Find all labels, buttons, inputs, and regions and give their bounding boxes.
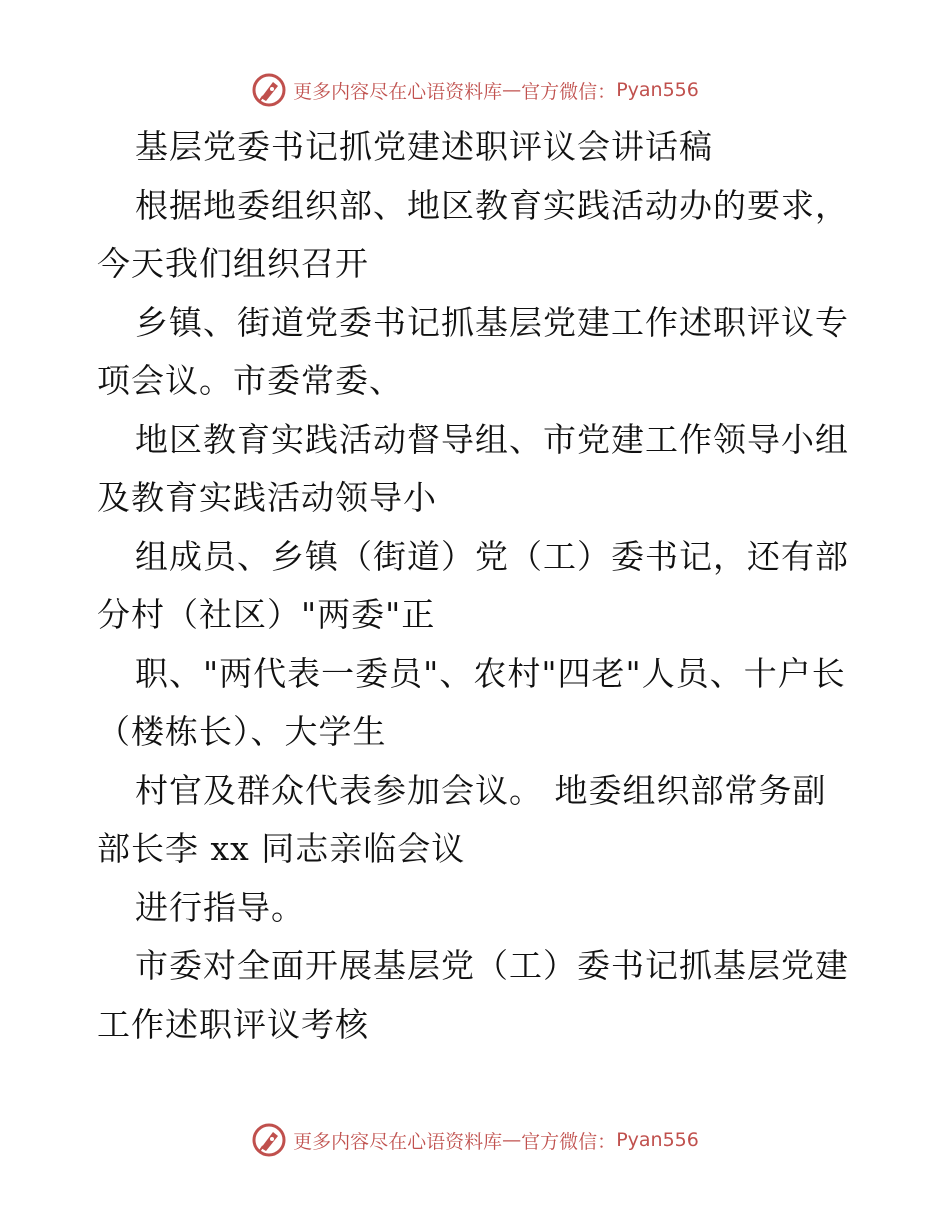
watermark-text: 更多内容尽在心语资料库 xyxy=(293,1130,503,1153)
paragraph-line: 组成员、乡镇（街道）党（工）委书记，还有部 xyxy=(135,536,849,576)
header-watermark xyxy=(0,70,950,110)
paragraph-line: 根据地委组织部、地区教育实践活动办的要求， xyxy=(135,185,849,225)
paragraph-line: 及教育实践活动领导小 xyxy=(97,478,437,517)
paragraph-line: 部长李 xx 同志亲临会议 xyxy=(97,829,466,868)
watermark-account-id: Pyan556 xyxy=(616,79,699,101)
paragraph-line: 分村（社区）"两委"正 xyxy=(97,595,436,634)
paragraph-line: 今天我们组织召开 xyxy=(97,244,369,283)
paragraph-line: 市委对全面开展基层党（工）委书记抓基层党建 xyxy=(135,946,849,985)
watermark-text: 更多内容尽在心语资料库 xyxy=(293,80,503,103)
watermark-account-label: 官方微信： xyxy=(521,80,617,103)
document-title: 基层党委书记抓党建述职评议会讲话稿 xyxy=(135,127,713,166)
pen-nib-logo-icon xyxy=(251,72,287,108)
watermark-dash: — xyxy=(502,1129,522,1151)
paragraph-line: 项会议。市委常委、 xyxy=(97,361,403,400)
document-body xyxy=(97,118,857,1054)
paragraph-line: 村官及群众代表参加会议。 地委组织部常务副 xyxy=(135,770,827,810)
paragraph-line: 地区教育实践活动督导组、市党建工作领导小组 xyxy=(135,419,849,459)
paragraph-line: 职、"两代表一委员"、农村"四老"人员、十户长 xyxy=(135,653,846,693)
paragraph-line: （楼栋长）、大学生 xyxy=(97,712,387,751)
watermark-dash: — xyxy=(502,79,522,101)
footer-watermark xyxy=(0,1120,950,1160)
paragraph-line: 进行指导。 xyxy=(135,887,305,927)
watermark-account-label: 官方微信： xyxy=(521,1130,617,1153)
watermark-account-id: Pyan556 xyxy=(616,1129,699,1151)
paragraph-line: 工作述职评议考核 xyxy=(97,1004,369,1044)
pen-nib-logo-icon xyxy=(251,1122,287,1158)
paragraph-line: 乡镇、街道党委书记抓基层党建工作述职评议专 xyxy=(135,302,849,342)
